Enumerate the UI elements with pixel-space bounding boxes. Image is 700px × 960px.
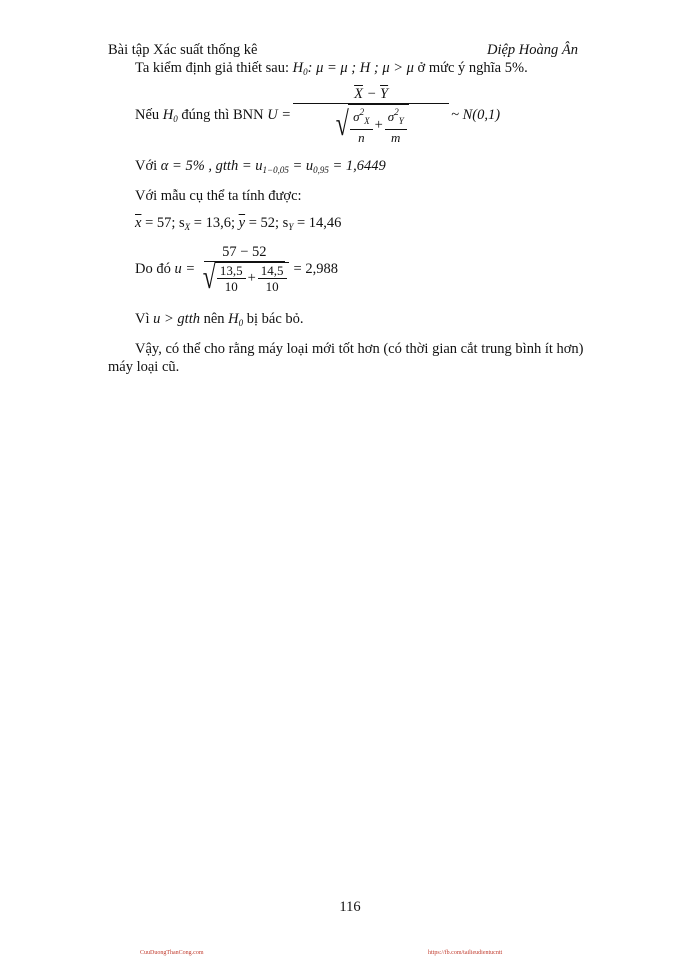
test-statistic-line: Nếu $H_0$ đúng thì BNN U = $\overline{X} - \overline{Y}$ √ $\frac{\sigma^2_X}{n}$ + $\frac{\sigma^2_Y}{m}$ ~ N(0,1) [135, 86, 501, 145]
alpha-line: Với α = 5% , gtth = $u_{1-0,05} = u_{0,95} = 1,6449$ [135, 158, 386, 175]
footer-link-left[interactable]: CuuDuongThanCong.com [140, 950, 204, 956]
hypothesis-h0: H [292, 60, 304, 76]
statistic-fraction: $\overline{X} - \overline{Y}$ √ $\frac{\sigma^2_X}{n}$ + $\frac{\sigma^2_Y}{m}$ [293, 86, 449, 145]
running-header-author: Diệp Hoàng Ân [486, 42, 578, 58]
u-calculation-line: Do đó u = 57 − 52 √ $\frac{13,5}{10}$ + $\frac{14,5}{10}$ = 2,988 [135, 244, 338, 296]
sample-values-line: $\overline{x} = 57$; $s_X = 13,6$; $\overline{y} = 52$; $s_Y = 14,46$ [135, 215, 342, 232]
conclusion-line-1: Vậy, có thể cho rằng máy loại mới tốt hơn (có thời gian cắt trung bình ít hơn) [135, 341, 584, 357]
running-header-title: Bài tập Xác suất thống kê [108, 42, 258, 58]
page-number: 116 [339, 899, 361, 915]
footer-link-right[interactable]: https://fb.com/tailieudientucntt [428, 950, 503, 956]
sample-intro: Với mẫu cụ thể ta tính được: [135, 188, 302, 204]
conclusion-line-2: máy loại cũ. [108, 359, 180, 375]
hypothesis-math: : μ = μ ; H ; μ > μ [307, 60, 414, 76]
rejection-line: Vì u > gtth nên $H_0$ bị bác bỏ. [135, 311, 304, 328]
hypothesis-line: Ta kiểm định giả thiết sau: $H_0$: μ = μ ; H ; μ > μ ở mức ý nghĩa 5%. [135, 60, 528, 77]
